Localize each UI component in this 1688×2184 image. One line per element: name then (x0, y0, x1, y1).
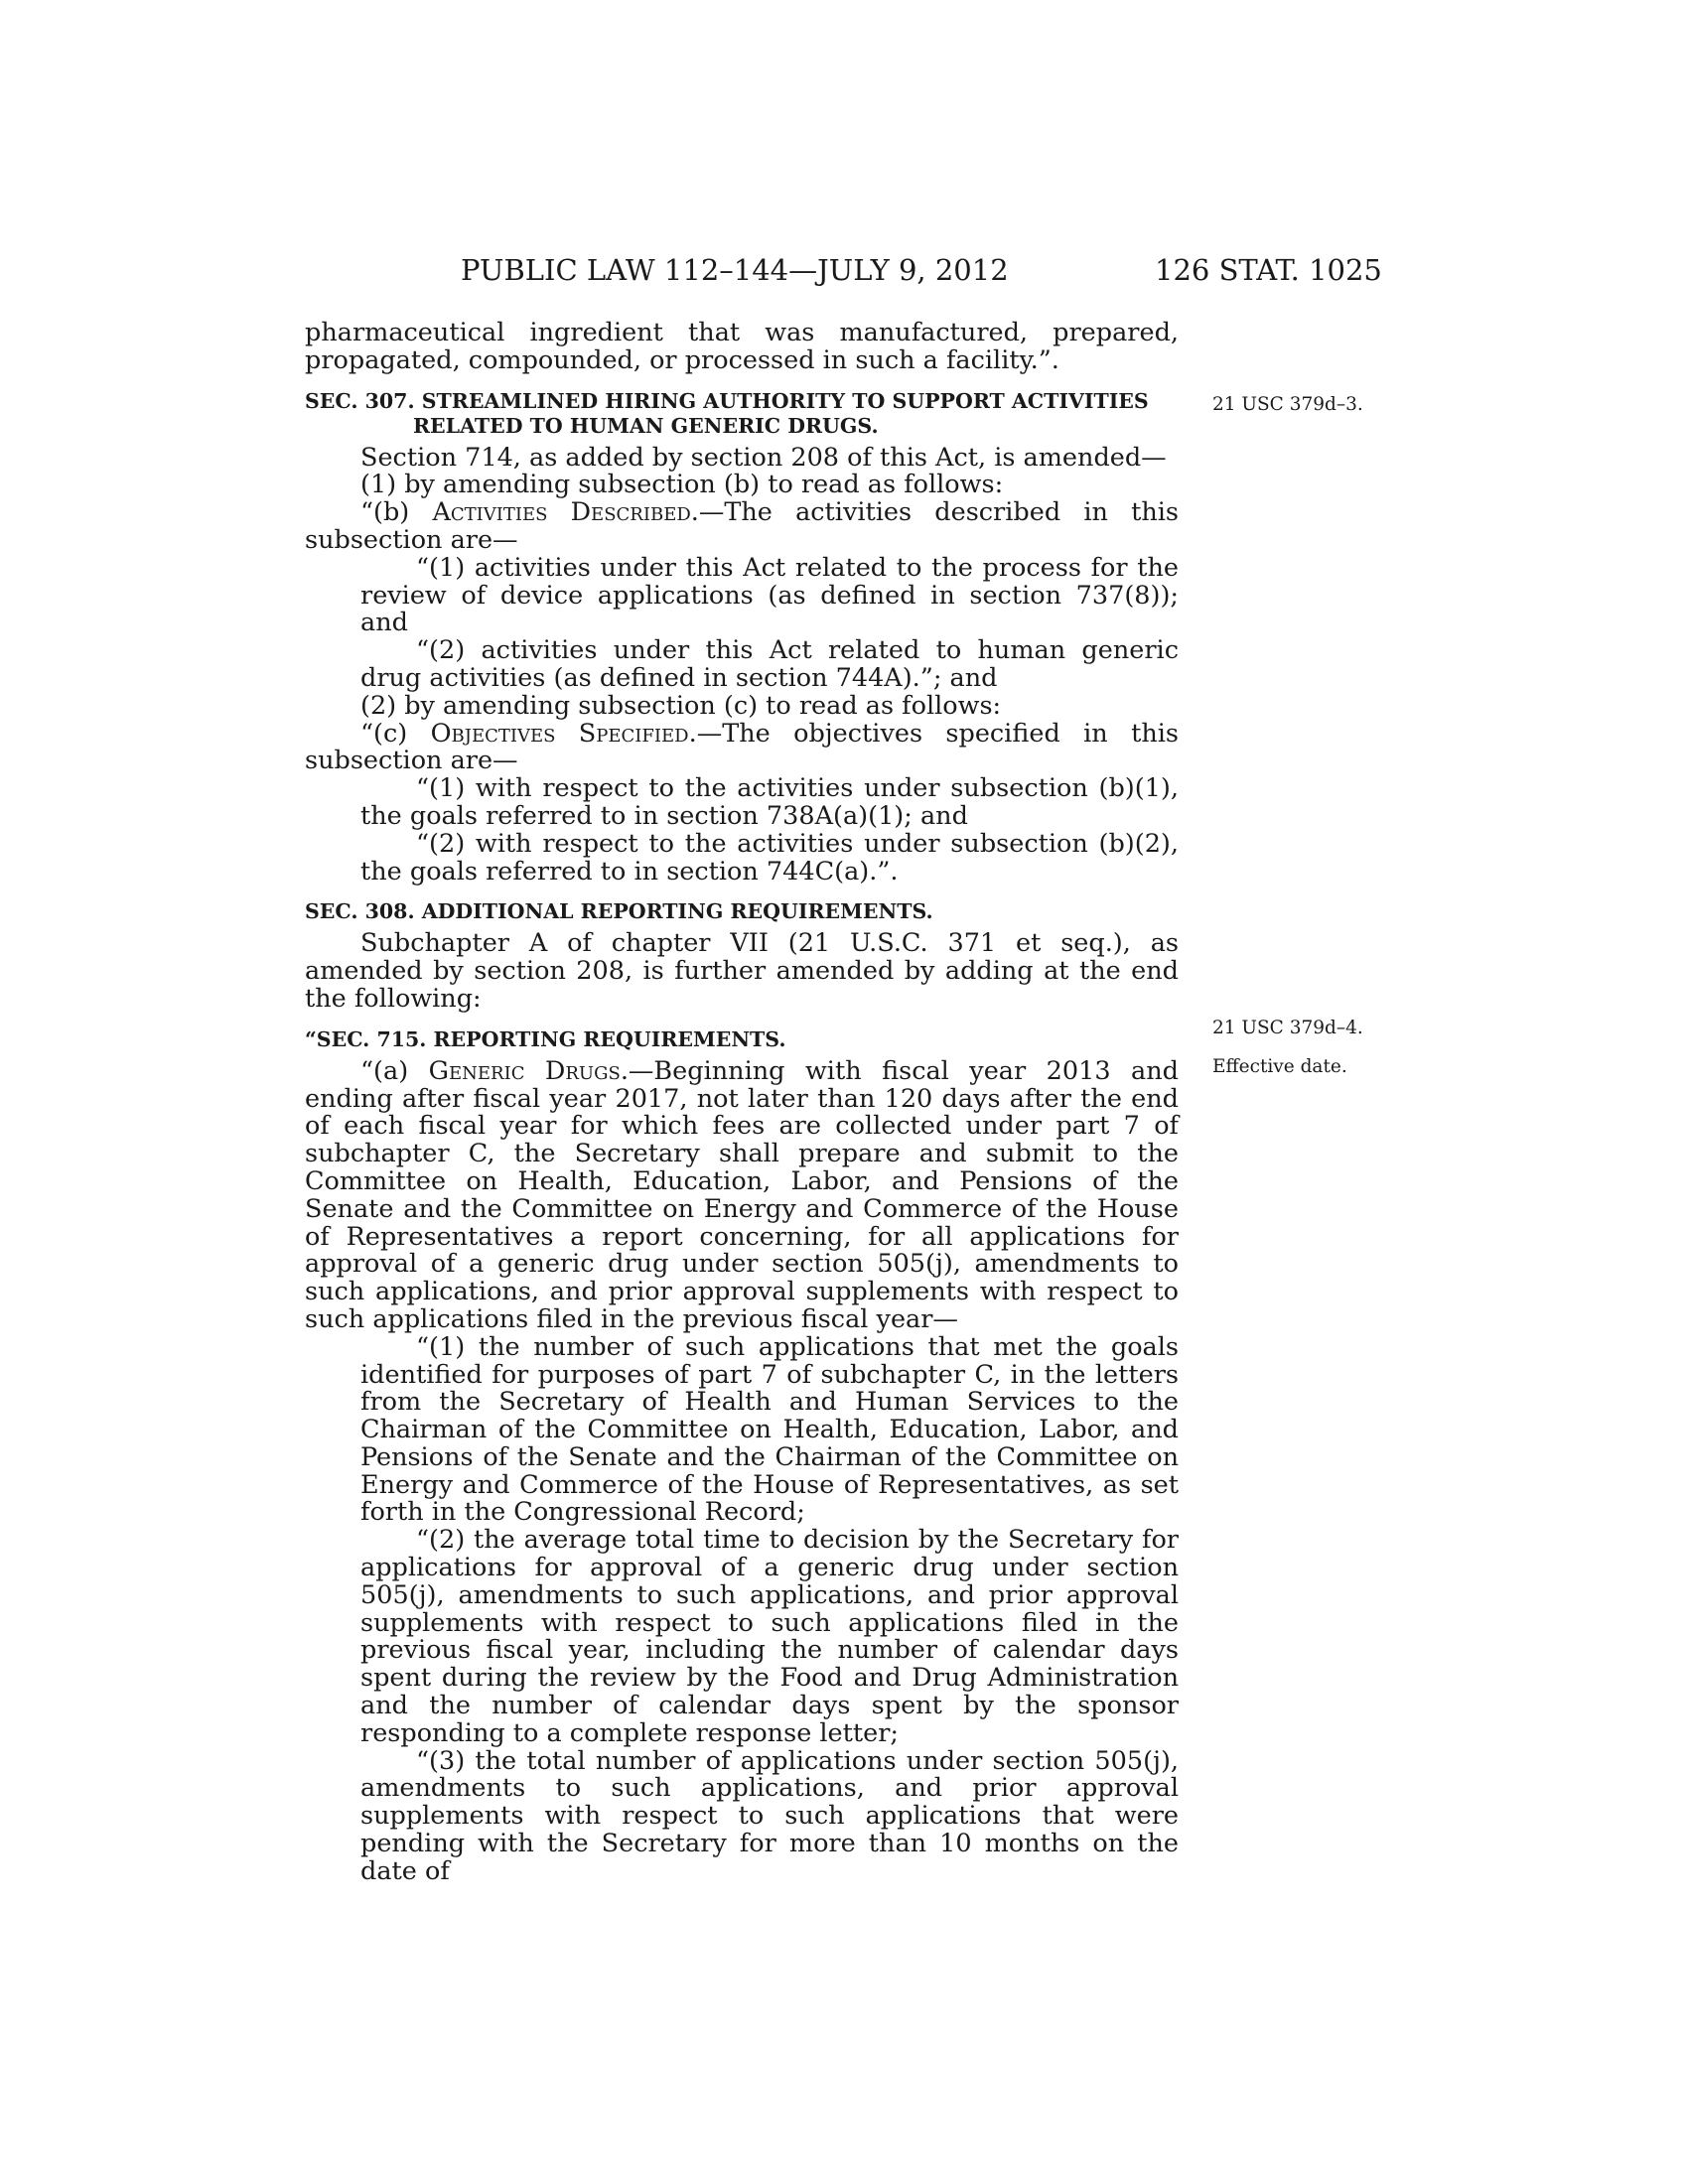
section-307-heading-line1: SEC. 307. STREAMLINED HIRING AUTHORITY TO SUPPORT ACTIVITIES (305, 388, 1149, 413)
subsection-c (305, 718, 1179, 776)
subsection-c-heading: Objectives Specified (430, 718, 689, 749)
section-308-intro: Subchapter A of chapter VII (21 U.S.C. 371 et seq.), as amended by section 208, is further amended by adding at the end the following: (305, 928, 1179, 1014)
subsection-a-label: “(a) (360, 1055, 429, 1086)
section-308-heading: SEC. 308. ADDITIONAL REPORTING REQUIREMENTS. (305, 899, 933, 924)
subsection-c-text: .—The objectives specified in this subsection are— (305, 718, 1179, 776)
subsection-b-text: .—The activities described in this subsection are— (305, 497, 1179, 555)
section-307-intro: Section 714, as added by section 208 of this Act, is amended— (360, 442, 1167, 473)
page-body (305, 320, 1179, 1886)
section-307-item-2: (2) by amending subsection (c) to read as follows: (360, 690, 1002, 721)
margin-note-effective-date: Effective date. (1212, 1056, 1347, 1077)
subsection-b-label: “(b) (360, 497, 433, 528)
carryover-paragraph: pharmaceutical ingredient that was manufactured, prepared, propagated, compounded, or processed in such a facility.”. (305, 318, 1179, 375)
subsection-a-text: .—Beginning with fiscal year 2013 and ending after fiscal year 2017, not later than 120 days after the end of each fiscal year for which fees are collected under part 7 of subchapter C, the Secretary shall prepare and submit to the Committee on Health, Education, Labor, and Pensions of the Senate and the Committee on Energy and Commerce of the House of Representatives a report concerning, for all applications for approval of a generic drug under section 505(j), amendments to such applications, and prior approval supplements with respect to such applications filed in the previous fiscal year— (305, 1055, 1179, 1334)
subsection-b-paragraph-1: “(1) activities under this Act related to the process for the review of device applications (as defined in section 737(8)); and (360, 552, 1179, 638)
public-law-citation: PUBLIC LAW 112–144—JULY 9, 2012 (461, 253, 1009, 287)
section-307-heading-line2: RELATED TO HUMAN GENERIC DRUGS. (413, 413, 879, 438)
subsection-c-paragraph-2: “(2) with respect to the activities under subsection (b)(2), the goals referred to in section 744C(a).”. (360, 828, 1179, 887)
subsection-b-paragraph-2: “(2) activities under this Act related to human generic drug activities (as defined in section 744A).”; and (360, 635, 1179, 693)
statute-page-number: 126 STAT. 1025 (1155, 253, 1382, 287)
margin-note-usc-379d-4: 21 USC 379d–4. (1212, 1018, 1363, 1038)
section-307-heading (305, 389, 1179, 439)
subsection-a-paragraph-2: “(2) the average total time to decision by the Secretary for applications for approval of a generic drug under section 505(j), amendments to such applications, and prior approval supplements with respect to such applications filed in the previous fiscal year, including the number of calendar days spent during the review by the Food and Drug Administration and the number of calendar days spent by the sponsor responding to a complete response letter; (360, 1525, 1179, 1748)
subsection-a-heading: Generic Drugs (428, 1055, 621, 1086)
subsection-b (305, 499, 1179, 555)
subsection-a-paragraph-1: “(1) the number of such applications that met the goals identified for purposes of part 7 of subchapter C, in the letters from the Secretary of Health and Human Services to the Chairman of the Committee on Health, Education, Labor, and Pensions of the Senate and the Chairman of the Committee on Energy and Commerce of the House of Representatives, as set forth in the Congressional Record; (360, 1331, 1179, 1528)
subsection-c-paragraph-1: “(1) with respect to the activities under subsection (b)(1), the goals referred to in section 738A(a)(1); and (360, 773, 1179, 831)
subsection-c-label: “(c) (360, 718, 431, 749)
section-307-item-1: (1) by amending subsection (b) to read as follows: (360, 470, 1004, 500)
subsection-b-heading: Activities Described (432, 497, 691, 528)
subsection-a-paragraph-3: “(3) the total number of applications under section 505(j), amendments to such applications, and prior approval supplements with respect to such applications that were pending with the Secretary for more than 10 months on the date of (360, 1745, 1179, 1886)
margin-note-usc-379d-3: 21 USC 379d–3. (1212, 394, 1363, 415)
subsection-a (305, 1055, 1179, 1334)
section-715-heading: “SEC. 715. REPORTING REQUIREMENTS. (305, 1026, 786, 1051)
